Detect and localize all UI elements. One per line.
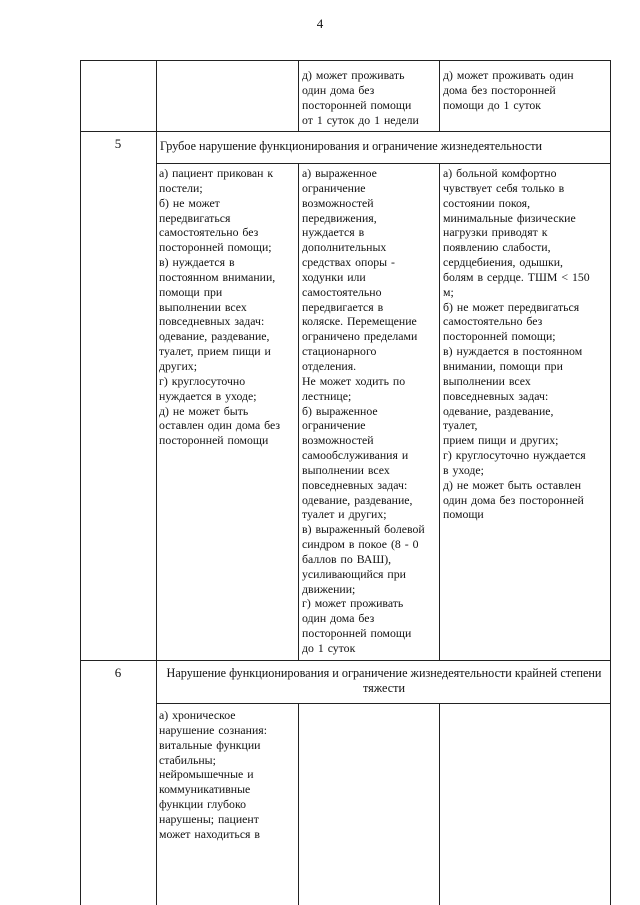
text-line: туалет, прием пищи и (159, 344, 271, 359)
text-line: ограничено пределами (302, 329, 418, 344)
text-line: а) пациент прикован к (159, 166, 274, 180)
text-line: г) круглосуточно нуждается (443, 448, 586, 463)
text-line: прием пищи и других; (443, 433, 559, 448)
text-line: коляске. Перемещение (302, 314, 417, 329)
text-line: возможностей (302, 195, 374, 210)
text-line: б) не может (159, 195, 220, 210)
text-line: других; (159, 358, 197, 373)
table-left-border (80, 60, 81, 905)
section5-number: 5 (114, 136, 122, 151)
text-line: сердцебиения, одышки, (443, 255, 563, 270)
text-line: посторонней помощи (302, 626, 412, 641)
text-line: а) выраженное (302, 166, 377, 180)
section5-col3-text (302, 166, 436, 656)
text-line: постоянном внимании, (159, 269, 276, 284)
text-line: баллов по ВАШ), (302, 551, 392, 566)
section6-col2-text (159, 708, 295, 842)
text-line: лестнице; (302, 388, 352, 403)
col3-divider-section5 (439, 163, 440, 660)
text-line: один дома без (302, 611, 375, 626)
text-line: туалет, (443, 418, 478, 433)
text-line: м; (443, 284, 454, 299)
text-line: состоянии покоя, (443, 195, 531, 210)
section5-title-bottom-border (156, 163, 611, 164)
text-line: может находиться в (159, 826, 260, 841)
text-line: ограничение (302, 418, 366, 433)
text-line: самообслуживания и (302, 448, 409, 463)
section6-title-line1: Нарушение функционирования и ограничение жизнедеятельности крайней (166, 666, 558, 680)
text-line: усиливающийся при (302, 566, 406, 581)
text-line: повседневных задач: (159, 314, 265, 329)
text-line: нуждается в (302, 225, 365, 240)
text-line: повседневных задач: (302, 477, 408, 492)
text-line: одевание, раздевание, (302, 492, 413, 507)
section5-top-border (80, 131, 611, 132)
text-line: д) не может быть (159, 403, 249, 418)
text-line: одевание, раздевание, (159, 329, 270, 344)
text-line: передвигаться (159, 210, 231, 225)
text-line: выполнении всех (302, 462, 390, 477)
text-line: один дома без посторонней (443, 492, 584, 507)
section6-title (160, 666, 608, 696)
text-line: а) хроническое (159, 708, 236, 722)
text-line: стационарного (302, 344, 377, 359)
section5-col2-text (159, 166, 295, 448)
text-line: от 1 суток до 1 недели (302, 112, 419, 127)
text-line: витальные функции (159, 737, 261, 752)
text-line: в уходе; (443, 462, 484, 477)
text-line: дома без посторонней (443, 82, 556, 97)
number-column-divider (156, 60, 157, 905)
top-row-col3-text (302, 68, 435, 127)
text-line: постели; (159, 180, 203, 195)
text-line: посторонней помощи; (443, 329, 556, 344)
text-line: в) нуждается в постоянном (443, 344, 583, 359)
text-line: передвигается в (302, 299, 384, 314)
text-line: помощи (443, 507, 484, 522)
text-line: д) может проживать (302, 68, 405, 82)
text-line: б) выраженное (302, 403, 378, 418)
text-line: средствах опоры - (302, 255, 395, 270)
text-line: туалет и других; (302, 507, 387, 522)
text-line: чувствует себя только в (443, 180, 565, 195)
text-line: самостоятельно без (159, 225, 259, 240)
text-line: нейромышечные и (159, 767, 254, 782)
text-line: посторонней помощи; (159, 240, 272, 255)
text-line: нагрузки приводят к (443, 225, 548, 240)
text-line: коммуникативные (159, 782, 251, 797)
text-line: в) выраженный болевой (302, 522, 425, 537)
table-top-border (80, 60, 611, 61)
col3-divider-section6 (439, 703, 440, 905)
section6-title-line2: степени тяжести (362, 666, 602, 695)
col2-divider-section6 (298, 703, 299, 905)
section6-number: 6 (114, 665, 122, 680)
col2-divider-section5 (298, 163, 299, 660)
text-line: г) круглосуточно (159, 373, 246, 388)
section6-title-bottom-border (156, 703, 611, 704)
text-line: одевание, раздевание, (443, 403, 554, 418)
text-line: г) может проживать (302, 596, 404, 611)
section6-top-border (80, 660, 611, 661)
col2-divider-top (298, 60, 299, 131)
text-line: повседневных задач: (443, 388, 549, 403)
table-right-border (610, 60, 611, 905)
text-line: помощи до 1 суток (443, 97, 542, 112)
text-line: возможностей (302, 433, 374, 448)
text-line: стабильны; (159, 752, 216, 767)
text-line: в) нуждается в (159, 255, 235, 270)
text-line: б) не может передвигаться (443, 299, 580, 314)
text-line: выполнении всех (443, 373, 531, 388)
text-line: болям в сердце. ТШМ < 150 (443, 269, 590, 284)
text-line: д) не может быть оставлен (443, 477, 582, 492)
text-line: посторонней помощи (302, 97, 412, 112)
text-line: передвижения, (302, 210, 377, 225)
text-line: дополнительных (302, 240, 387, 255)
text-line: один дома без (302, 82, 375, 97)
text-line: внимании, помощи при (443, 358, 563, 373)
text-line: помощи при (159, 284, 223, 299)
text-line: самостоятельно (302, 284, 382, 299)
text-line: нарушение сознания: (159, 722, 267, 737)
text-line: минимальные физические (443, 210, 576, 225)
text-line: ходунки или (302, 269, 366, 284)
text-line: функции глубоко (159, 797, 246, 812)
text-line: посторонней помощи (159, 433, 269, 448)
text-line: появлению слабости, (443, 240, 551, 255)
text-line: нарушены; пациент (159, 811, 259, 826)
text-line: выполнении всех (159, 299, 247, 314)
text-line: движении; (302, 581, 356, 596)
col3-divider-top (439, 60, 440, 131)
top-row-col4-text (443, 68, 605, 113)
text-line: отделения. (302, 358, 357, 373)
section5-title: Грубое нарушение функционирования и ограничение жизнедеятельности (160, 139, 543, 153)
text-line: синдром в покое (8 - 0 (302, 537, 419, 552)
text-line: оставлен один дома без (159, 418, 281, 433)
text-line: до 1 суток (302, 641, 356, 655)
text-line: ограничение (302, 180, 366, 195)
text-line: а) больной комфортно (443, 166, 557, 180)
page-number: 4 (316, 16, 324, 31)
text-line: самостоятельно без (443, 314, 543, 329)
text-line: нуждается в уходе; (159, 388, 257, 403)
text-line: Не может ходить по (302, 373, 406, 388)
text-line: д) может проживать один (443, 68, 574, 82)
section5-col4-text (443, 166, 605, 522)
